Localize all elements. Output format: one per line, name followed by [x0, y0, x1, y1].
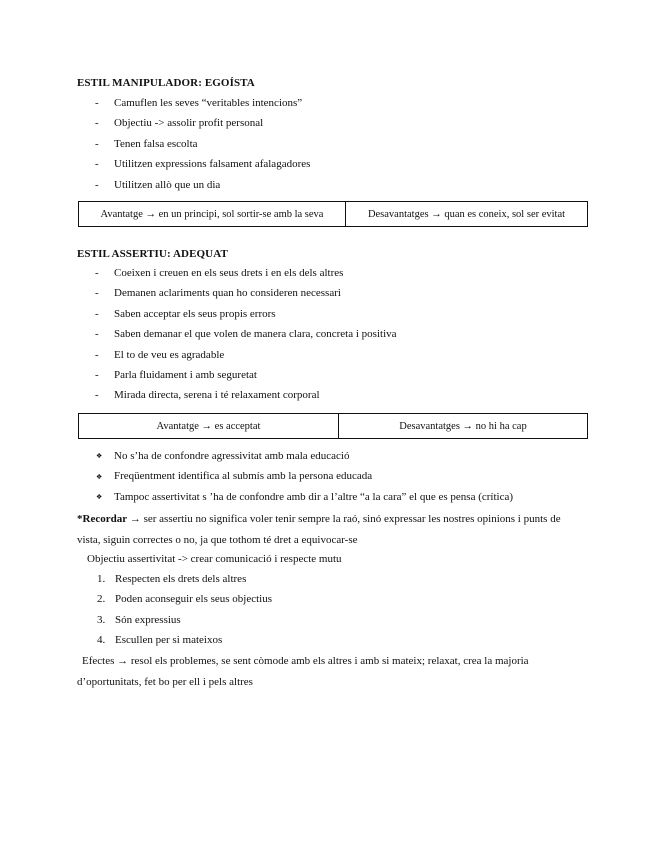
list-item-text: No s’ha de confondre agressivitat amb mala educació [114, 450, 350, 462]
assertive-heading-sep: : [166, 248, 171, 260]
assertive-pros-cons-table [78, 413, 588, 439]
list-item [95, 283, 397, 303]
list-item-text: Freqüentment identifica al submís amb la persona educada [114, 470, 373, 483]
manipulator-heading [77, 77, 255, 89]
manipulator-advantage-cell: Avantatge → en un principi, sol sortir-se amb la seva [79, 202, 346, 227]
list-item [95, 263, 397, 283]
manipulator-heading-sep: : [198, 77, 202, 89]
list-item-text: Saben demanar el que volen de manera clara, concreta i positiva [114, 328, 397, 341]
list-item-text: Respecten els drets dels altres [115, 573, 247, 585]
diamond-bullet-icon: ❖ [96, 452, 103, 461]
list-item-text: Tampoc assertivitat s ’ha de confondre amb dir a l’altre “a la cara” el que es pensa (crítica) [114, 490, 514, 503]
assertive-disadvantage-cell: Desavantatges → no hi ha cap [339, 414, 588, 439]
list-item-text: Saben acceptar els seus propis errors [114, 307, 276, 320]
list-item [95, 154, 310, 174]
dash-marker: - [95, 389, 99, 402]
dash-marker: - [95, 287, 99, 300]
list-item-text: Camuflen les seves “veritables intencions” [114, 97, 303, 109]
list-item [97, 610, 272, 630]
list-item-text: Parla fluidament i amb seguretat [114, 368, 257, 381]
diamond-bullet-icon: ❖ [96, 493, 103, 502]
list-item [95, 175, 310, 195]
effects-paragraph: Efectes → resol els problemes, se sent còmode amb els altres i amb si mateix; relaxat, crea la majoria d’oportunitats, fet bo per ell i pels altres [77, 655, 529, 688]
list-item [95, 134, 310, 154]
list-item-text: Mirada directa, serena i té relaxament corporal [114, 389, 320, 402]
list-item [97, 589, 272, 609]
assertive-heading-title: ESTIL ASSERTIU [77, 248, 167, 260]
objective-line: Objectiu assertivitat -> crear comunicació i respecte mutu [87, 553, 342, 565]
list-item [97, 569, 272, 589]
list-item-text: Escullen per si mateixos [115, 634, 223, 647]
list-item-text: Tenen falsa escolta [114, 137, 198, 150]
dash-marker: - [95, 117, 99, 130]
list-number: 1. [97, 573, 106, 585]
list-item [95, 304, 397, 324]
manipulator-traits-list [95, 93, 310, 195]
dash-marker: - [95, 97, 99, 109]
notes-list [96, 446, 513, 507]
dash-marker: - [95, 307, 99, 320]
list-item-text: Objectiu -> assolir profit personal [114, 117, 264, 130]
remember-text: → ser assertiu no significa voler tenir sempre la raó, sinó expressar les nostres opinions i punts de vista, siguin correctes o no, ja que tothom té dret a equivocar-se [77, 513, 561, 546]
list-item [95, 345, 397, 365]
dash-marker: - [95, 328, 99, 341]
list-item-text: Utilitzen allò que un dia [114, 178, 221, 191]
dash-marker: - [95, 178, 99, 191]
list-item [95, 93, 310, 113]
assertive-advantage-cell: Avantatge → es acceptat [79, 414, 339, 439]
list-item [95, 324, 397, 344]
remember-label: *Recordar [77, 513, 128, 525]
list-item-text: Utilitzen expressions falsament afalagadores [114, 158, 311, 171]
list-number: 3. [97, 613, 106, 626]
dash-marker: - [95, 348, 99, 361]
list-item [95, 385, 397, 405]
list-number: 2. [97, 593, 106, 606]
list-item [97, 630, 272, 650]
list-item [95, 113, 310, 133]
assertive-traits-list [95, 263, 397, 406]
manipulator-disadvantage-cell: Desavantatges → quan es coneix, sol ser evitat [346, 202, 588, 227]
list-number: 4. [97, 634, 106, 647]
manipulator-heading-qualifier: EGOÍSTA [204, 77, 255, 89]
list-item [95, 365, 397, 385]
list-item-text: Demanen aclariments quan ho consideren necessari [114, 287, 341, 300]
objective-numbered-list [97, 569, 272, 651]
list-item-text: Són expressius [115, 613, 181, 626]
manipulator-pros-cons-table [78, 201, 588, 227]
list-item-text: Coeixen i creuen en els seus drets i en els dels altres [114, 267, 344, 279]
assertive-heading-qualifier: ADEQUAT [173, 248, 228, 260]
list-item-text: El to de veu es agradable [114, 348, 225, 361]
dash-marker: - [95, 368, 99, 381]
diamond-bullet-icon: ❖ [96, 472, 103, 481]
list-item [96, 466, 513, 486]
dash-marker: - [95, 267, 99, 279]
dash-marker: - [95, 137, 99, 150]
assertive-heading [77, 248, 228, 260]
remember-paragraph [77, 509, 582, 550]
list-item [96, 487, 513, 507]
list-item-text: Poden aconseguir els seus objectius [115, 593, 273, 606]
dash-marker: - [95, 158, 99, 171]
list-item [96, 446, 513, 466]
manipulator-heading-title: ESTIL MANIPULADOR [77, 77, 199, 89]
